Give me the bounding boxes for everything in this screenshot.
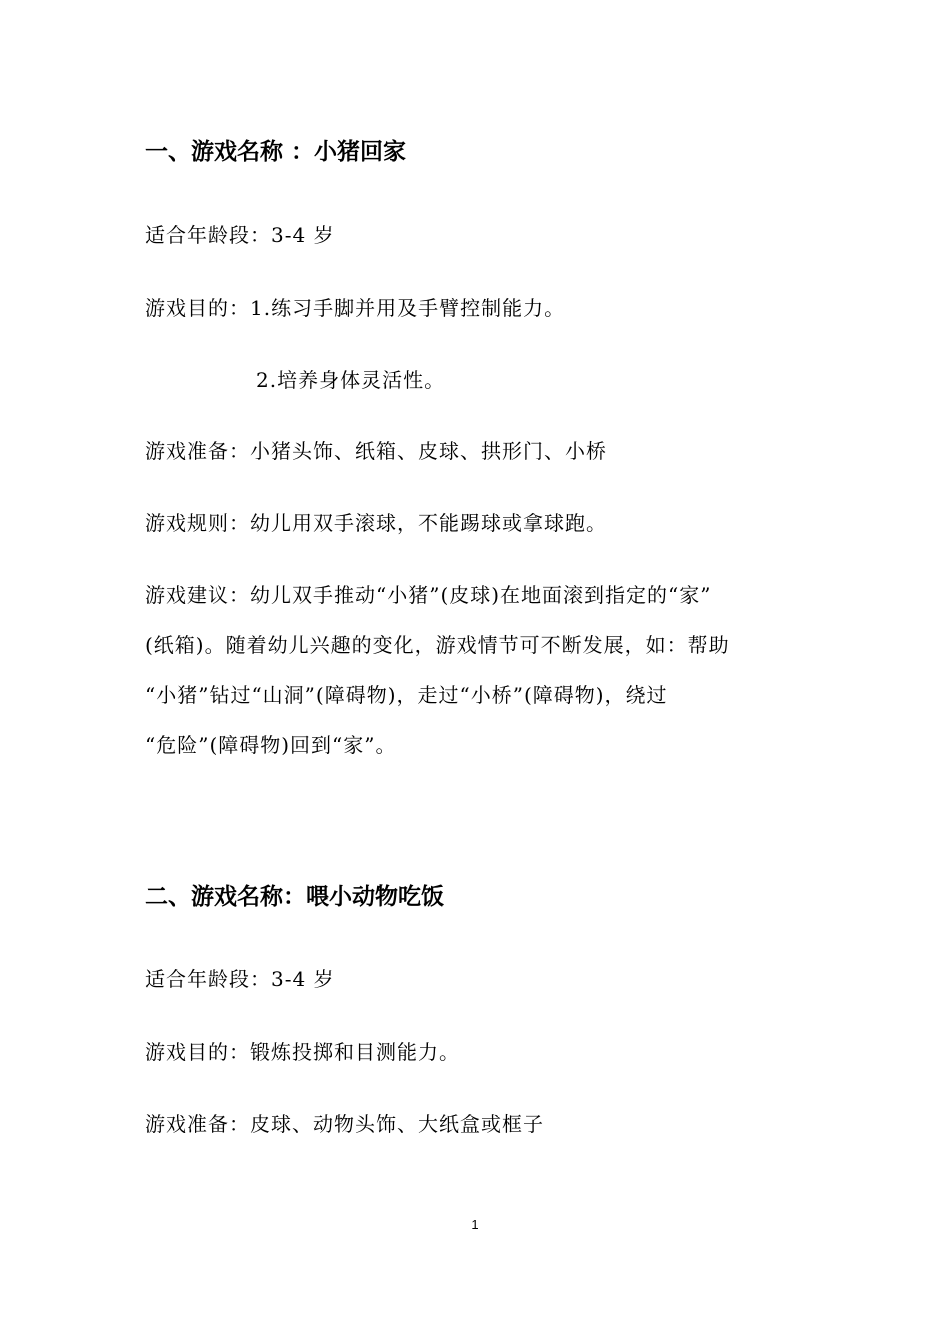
section-2-age-range: 适合年龄段：3-4 岁 — [145, 967, 335, 991]
section-1-suggestion-line-2: (纸箱)。随着幼儿兴趣的变化，游戏情节可不断发展，如：帮助 — [145, 633, 730, 657]
section-1-suggestion-line-4: “危险”(障碍物)回到“家”。 — [145, 733, 397, 757]
page-number: 1 — [471, 1217, 479, 1232]
section-1-heading: 一、游戏名称 ：小猪回家 — [145, 139, 407, 165]
section-1-preparation: 游戏准备：小猪头饰、纸箱、皮球、拱形门、小桥 — [145, 439, 607, 463]
section-1-goal-1: 游戏目的：1.练习手脚并用及手臂控制能力。 — [145, 296, 566, 320]
section-1-suggestion-line-3: “小猪”钻过“山洞”(障碍物)，走过“小桥”(障碍物)，绕过 — [145, 683, 668, 707]
section-1-suggestion-line-1: 游戏建议：幼儿双手推动“小猪”(皮球)在地面滚到指定的“家” — [145, 583, 712, 607]
section-1-goal-2: 2.培养身体灵活性。 — [256, 368, 446, 392]
section-1-age-range: 适合年龄段：3-4 岁 — [145, 223, 335, 247]
section-1-rules: 游戏规则：幼儿用双手滚球，不能踢球或拿球跑。 — [145, 511, 607, 535]
section-2-preparation: 游戏准备：皮球、动物头饰、大纸盒或框子 — [145, 1112, 544, 1136]
section-2-goal: 游戏目的：锻炼投掷和目测能力。 — [145, 1040, 460, 1064]
section-2-heading: 二、游戏名称：喂小动物吃饭 — [145, 884, 444, 910]
